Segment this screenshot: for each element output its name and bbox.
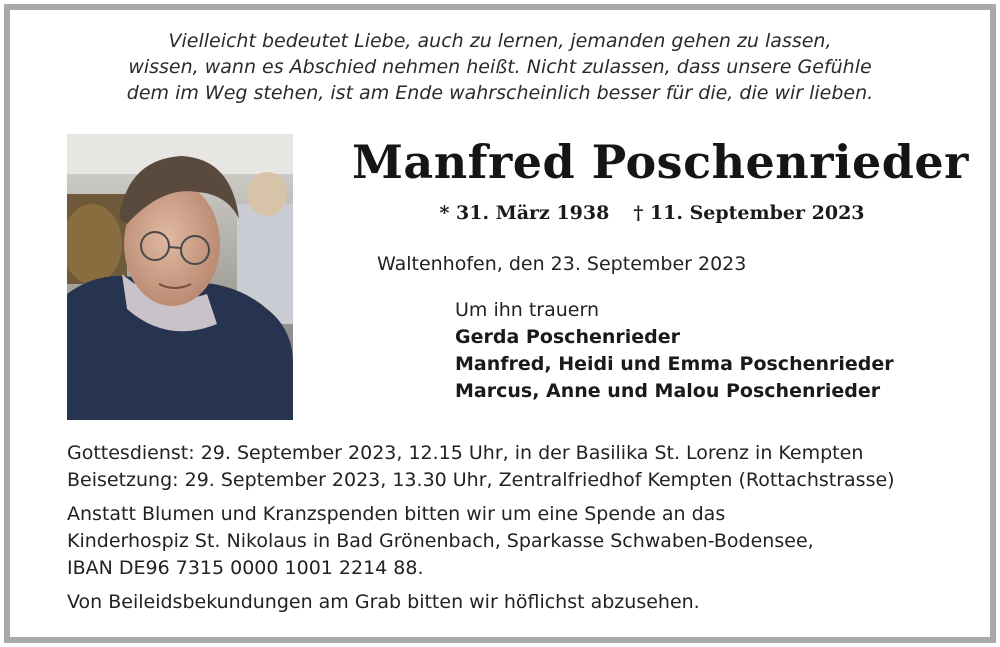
service-and-burial (67, 440, 957, 494)
donation-line: IBAN DE96 7315 0000 1001 2214 88. (67, 557, 424, 579)
death-date: † 11. September 2023 (633, 202, 865, 224)
life-dates (352, 199, 952, 227)
portrait-photo (67, 134, 293, 420)
condolence-note: Von Beileidsbekundungen am Grab bitten wir höflichst abzusehen. (67, 591, 700, 613)
birth-date: * 31. März 1938 (439, 202, 610, 224)
mourner-name: Gerda Poschenrieder (455, 326, 681, 348)
mourners-list (455, 297, 894, 405)
donation-line: Kinderhospiz St. Nikolaus in Bad Grönenbach, Sparkasse Schwaben-Bodensee, (67, 530, 814, 552)
quote-line: wissen, wann es Abschied nehmen heißt. Nicht zulassen, dass unsere Gefühle (128, 56, 872, 78)
quote-line: Vielleicht bedeutet Liebe, auch zu lernen, jemanden gehen zu lassen, (168, 30, 832, 52)
place-and-date: Waltenhofen, den 23. September 2023 (377, 253, 747, 275)
donation-request (67, 501, 957, 582)
funeral-information (67, 440, 957, 616)
service-details: Gottesdienst: 29. September 2023, 12.15 Uhr, in der Basilika St. Lorenz in Kempten (67, 442, 864, 464)
memorial-quote (0, 28, 1000, 106)
mourner-name: Marcus, Anne und Malou Poschenrieder (455, 380, 881, 402)
mourner-name: Manfred, Heidi und Emma Poschenrieder (455, 353, 894, 375)
deceased-name: Manfred Poschenrieder (352, 135, 969, 189)
quote-line: dem im Weg stehen, ist am Ende wahrscheinlich besser für die, die wir lieben. (126, 82, 874, 104)
donation-line: Anstatt Blumen und Kranzspenden bitten wir um eine Spende an das (67, 503, 726, 525)
portrait-illustration (67, 134, 293, 420)
mourners-intro: Um ihn trauern (455, 299, 600, 321)
burial-details: Beisetzung: 29. September 2023, 13.30 Uhr, Zentralfriedhof Kempten (Rottachstrasse) (67, 469, 895, 491)
